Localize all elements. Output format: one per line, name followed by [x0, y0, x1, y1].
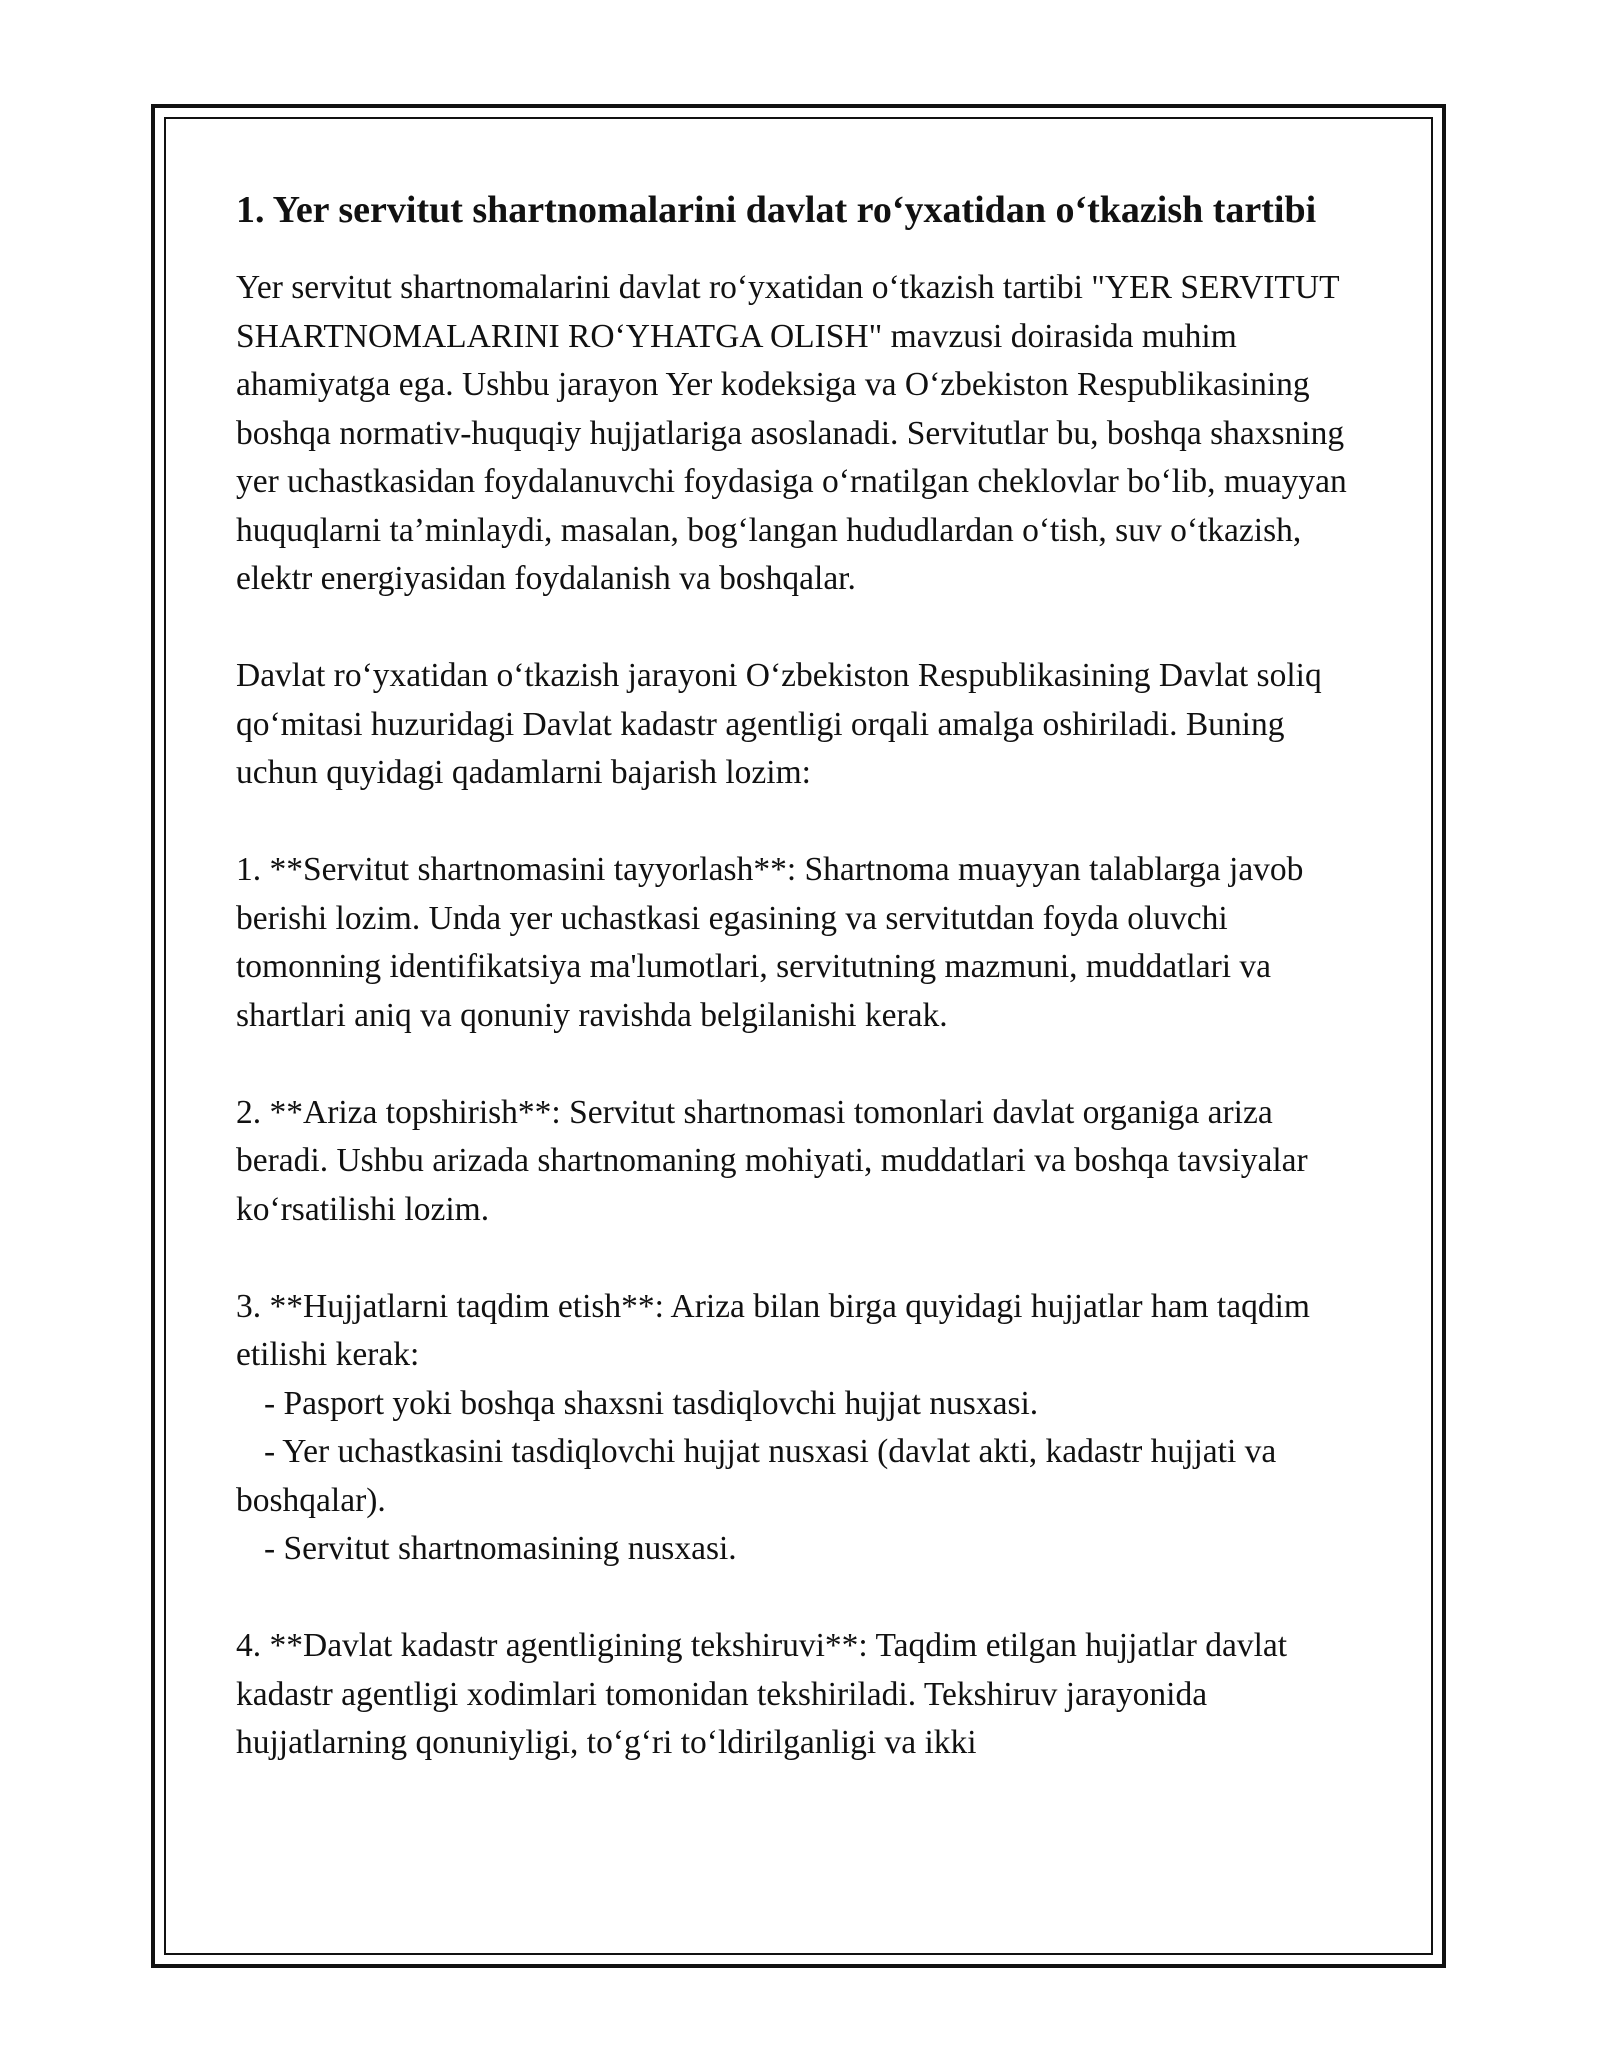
step-1-paragraph: 1. **Servitut shartnomasini tayyorlash**: Shartnoma muayyan talablarga javob berishi lozim. Unda yer uchastkasi egasining va servitutdan foyda oluvchi tomonning identifikatsiya ma'lumotlari, servitutning mazmuni, muddatlari va shartlari aniq va qonuniy ravishda belgilanishi kerak. [236, 851, 1312, 1034]
document-body [236, 183, 1366, 1768]
paragraph-spacer [236, 1234, 1366, 1283]
step-4-paragraph: 4. **Davlat kadastr agentligining tekshiruvi**: Taqdim etilgan hujjatlar davlat kadastr agentligi xodimlari tomonidan tekshiriladi. Tekshiruv jarayonida hujjatlarning qonuniyligi, to‘g‘ri to‘ldirilganligi va ikki [236, 1627, 1296, 1761]
list-item-contract-copy: - Servitut shartnomasining nusxasi. [264, 1530, 737, 1567]
paragraph-spacer [236, 1574, 1366, 1623]
process-paragraph: Davlat ro‘yxatidan o‘tkazish jarayoni O‘zbekiston Respublikasining Davlat soliq qo‘mitasi huzuridagi Davlat kadastr agentligi orqali amalga oshiriladi. Buning uchun quyidagi qadamlarni bajarish lozim: [236, 657, 1331, 791]
list-item-passport: - Pasport yoki boshqa shaxsni tasdiqlovchi hujjat nusxasi. [264, 1384, 1039, 1422]
step-3-paragraph: 3. **Hujjatlarni taqdim etish**: Ariza bilan birga quyidagi hujjatlar ham taqdim etilishi kerak: [236, 1287, 1319, 1373]
paragraph-spacer [236, 604, 1366, 653]
step-2-paragraph: 2. **Ariza topshirish**: Servitut shartnomasi tomonlari davlat organiga ariza beradi. Ushbu arizada shartnomaning mohiyati, muddatlari va boshqa tavsiyalar ko‘rsatilishi lozim. [236, 1093, 1317, 1228]
list-item-land-document [236, 1428, 1366, 1525]
section-heading: 1. Yer servitut shartnomalarini davlat ro‘yxatidan o‘tkazish tartibi [236, 189, 1317, 231]
paragraph-spacer [236, 1040, 1366, 1089]
paragraph-spacer [236, 798, 1366, 847]
intro-paragraph: Yer servitut shartnomalarini davlat ro‘yxatidan o‘tkazish tartibi "YER SERVITUT SHARTNOMALARINI RO‘YHATGA OLISH" mavzusi doirasida muhim ahamiyatga ega. Ushbu jarayon Yer kodeksiga va O‘zbekiston Respublikasining boshqa normativ-huquqiy hujjatlariga asoslanadi. Servitutlar bu, boshqa shaxsning yer uchastkasidan foydalanuvchi foydasiga o‘rnatilgan cheklovlar bo‘lib, muayyan huquqlarni ta’minlaydi, masalan, bog‘langan hududlardan o‘tish, suv o‘tkazish, elektr energiyasidan foydalanish va boshqalar. [236, 269, 1356, 597]
list-item-land-document-text: - Yer uchastkasini tasdiqlovchi hujjat nusxasi (davlat akti, kadastr hujjati va boshqalar). [236, 1433, 1285, 1519]
